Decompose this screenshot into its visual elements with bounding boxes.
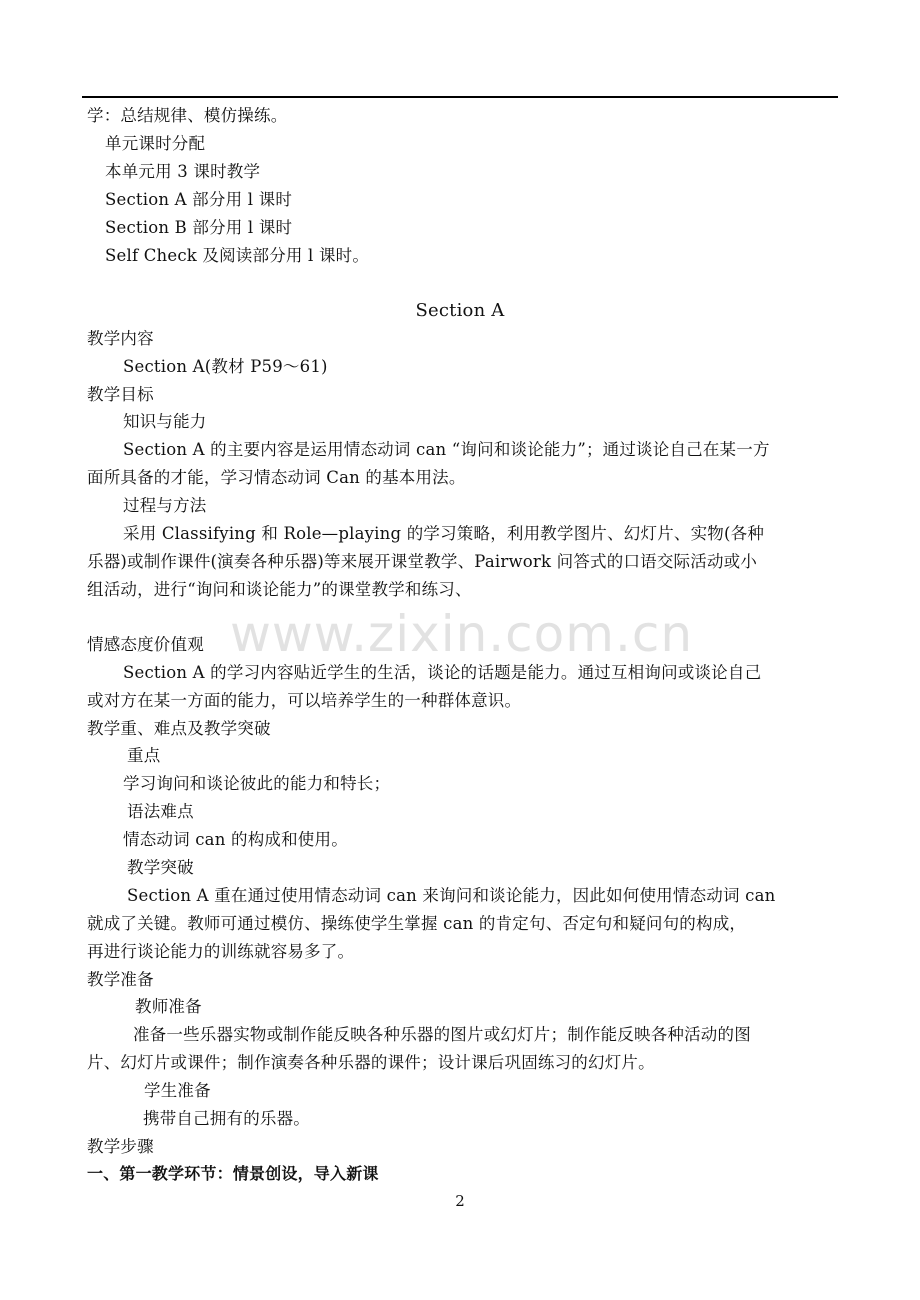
text-line: 本单元用 3 课时教学 — [105, 162, 261, 181]
text-line: Section A 重在通过使用情态动词 can 来询问和谈论能力，因此如何使用情态动词 can — [127, 886, 776, 905]
text-line: Section A 部分用 l 课时 — [105, 190, 293, 209]
heading: 教学内容 — [87, 329, 154, 348]
text-line: 学：总结规律、模仿操练。 — [87, 106, 288, 125]
text-line: 就成了关键。教师可通过模仿、操练使学生掌握 can 的肯定句、否定句和疑问句的构成， — [87, 914, 747, 933]
subheading: 教学突破 — [127, 858, 194, 877]
subheading: 过程与方法 — [123, 496, 207, 515]
text-line: 准备一些乐器实物或制作能反映各种乐器的图片或幻灯片；制作能反映各种活动的图 — [133, 1025, 751, 1044]
heading: 教学准备 — [87, 970, 154, 989]
text-line: 单元课时分配 — [105, 134, 206, 153]
text-line: 采用 Classifying 和 Role—playing 的学习策略，利用教学图片、幻灯片、实物(各种 — [123, 524, 765, 543]
text-line: 乐器)或制作课件(演奏各种乐器)等来展开课堂教学、Pairwork 问答式的口语交际活动或小 — [87, 552, 758, 571]
heading: 教学重、难点及教学突破 — [87, 719, 271, 738]
text-line: 再进行谈论能力的训练就容易多了。 — [87, 942, 355, 961]
text-line: 或对方在某一方面的能力，可以培养学生的一种群体意识。 — [87, 691, 522, 710]
subheading: 重点 — [127, 746, 161, 765]
heading: 情感态度价值观 — [87, 635, 204, 654]
step-heading: 一、第一教学环节：情景创设，导入新课 — [87, 1164, 379, 1183]
text-line: Section A 的学习内容贴近学生的生活，谈论的话题是能力。通过互相询问或谈论自己 — [123, 663, 762, 682]
text-line: Section A 的主要内容是运用情态动词 can “询问和谈论能力”；通过谈论自己在某一方 — [123, 440, 770, 459]
text-line: 情态动词 can 的构成和使用。 — [123, 830, 348, 849]
text-line: Section B 部分用 l 课时 — [105, 218, 293, 237]
watermark: www.zixin.com.cn — [230, 605, 694, 663]
text-line: 面所具备的才能，学习情态动词 Can 的基本用法。 — [87, 468, 466, 487]
header-rule — [82, 96, 838, 98]
text-line: 携带自己拥有的乐器。 — [143, 1109, 310, 1128]
heading: 教学步骤 — [87, 1137, 154, 1156]
subheading: 知识与能力 — [123, 412, 207, 431]
subheading: 教师准备 — [135, 997, 202, 1016]
subheading: 语法难点 — [127, 802, 194, 821]
text-line: Section A(教材 P59～61) — [123, 357, 328, 376]
heading: 教学目标 — [87, 385, 154, 404]
text-line: 组活动，进行“询问和谈论能力”的课堂教学和练习、 — [87, 580, 472, 599]
section-title: Section A — [415, 300, 505, 321]
page-number: 2 — [455, 1192, 465, 1210]
text-line: 学习询问和谈论彼此的能力和特长； — [123, 774, 391, 793]
text-line: Self Check 及阅读部分用 l 课时。 — [105, 246, 370, 265]
subheading: 学生准备 — [144, 1081, 211, 1100]
text-line: 片、幻灯片或课件；制作演奏各种乐器的课件；设计课后巩固练习的幻灯片。 — [87, 1053, 655, 1072]
